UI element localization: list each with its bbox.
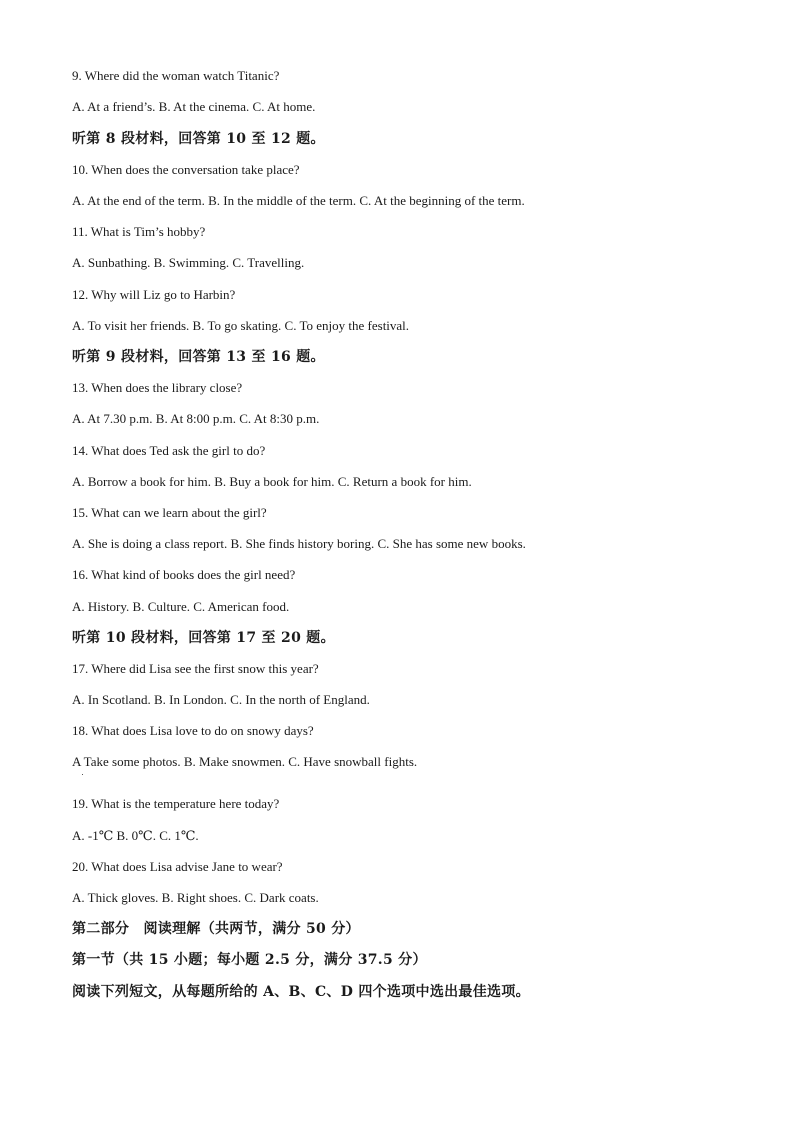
options-14: A. Borrow a book for him. B. Buy a book for him. C. Return a book for him. <box>72 474 472 489</box>
question-20: 20. What does Lisa advise Jane to wear? <box>72 859 283 874</box>
question-16: 16. What kind of books does the girl need? <box>72 567 296 582</box>
options-9: A. At a friend’s. B. At the cinema. C. At home. <box>72 99 316 114</box>
question-9: 9. Where did the woman watch Titanic? <box>72 68 280 83</box>
options-13: A. At 7.30 p.m. B. At 8:00 p.m. C. At 8:30 p.m. <box>72 411 320 426</box>
section-one-heading: 第一节（共 15 小题；每小题 2.5 分，满分 37.5 分） <box>72 952 427 968</box>
section-heading-9: 听第 9 段材料，回答第 13 至 16 题。 <box>72 349 325 365</box>
question-15: 15. What can we learn about the girl? <box>72 505 267 520</box>
question-17: 17. Where did Lisa see the first snow this year? <box>72 661 319 676</box>
section-heading-10: 听第 10 段材料，回答第 17 至 20 题。 <box>72 630 335 646</box>
options-17: A. In Scotland. B. In London. C. In the north of England. <box>72 692 370 707</box>
part-two-heading: 第二部分 阅读理解（共两节，满分 50 分） <box>72 921 360 937</box>
reading-instructions: 阅读下列短文，从每题所给的 A、B、C、D 四个选项中选出最佳选项。 <box>72 984 530 1000</box>
question-19: 19. What is the temperature here today? <box>72 796 280 811</box>
section-heading-8: 听第 8 段材料，回答第 10 至 12 题。 <box>72 131 325 147</box>
question-13: 13. When does the library close? <box>72 380 243 395</box>
options-18: A Take some photos. B. Make snowmen. C. Have snowball fights. <box>72 754 418 769</box>
options-11: A. Sunbathing. B. Swimming. C. Travelling. <box>72 255 305 270</box>
options-16: A. History. B. Culture. C. American food. <box>72 599 290 614</box>
options-12: A. To visit her friends. B. To go skating. C. To enjoy the festival. <box>72 318 410 333</box>
question-14: 14. What does Ted ask the girl to do? <box>72 443 266 458</box>
options-19: A. -1℃ B. 0℃. C. 1℃. <box>72 828 199 843</box>
question-10: 10. When does the conversation take place? <box>72 162 300 177</box>
question-11: 11. What is Tim’s hobby? <box>72 224 206 239</box>
options-20: A. Thick gloves. B. Right shoes. C. Dark coats. <box>72 890 319 905</box>
options-15: A. She is doing a class report. B. She finds history boring. C. She has some new books. <box>72 536 526 551</box>
stray-dot <box>82 774 83 775</box>
options-10: A. At the end of the term. B. In the middle of the term. C. At the beginning of the term. <box>72 193 525 208</box>
question-12: 12. Why will Liz go to Harbin? <box>72 287 236 302</box>
question-18: 18. What does Lisa love to do on snowy days? <box>72 723 314 738</box>
